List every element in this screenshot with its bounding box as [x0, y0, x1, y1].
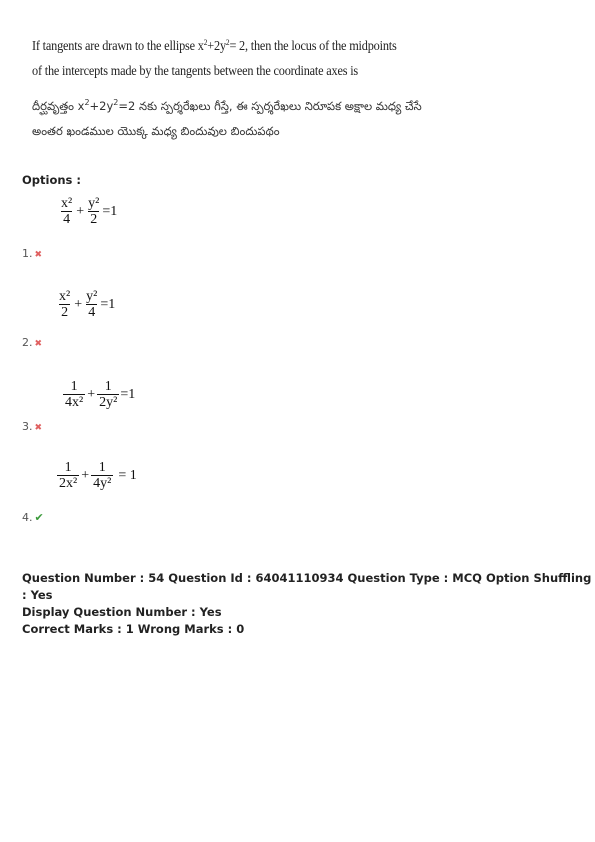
fraction: $\frac{1}{\text{2x²}}$ [59, 460, 78, 491]
option-3-number: 3. ✖ [22, 420, 43, 433]
fraction: $\frac{\text{x²}}{2}$ [59, 289, 71, 320]
cross-icon: ✖ [34, 339, 43, 349]
question-telugu-line2: అంతర ఖండముల యొక్క మధ్య బిందువుల బిందుపథం [32, 124, 280, 138]
fraction: $\frac{\text{y²}}{4}$ [86, 289, 98, 320]
check-icon: ✔ [34, 511, 44, 524]
question-english-line2: of the intercepts made by the tangents between the coordinate axes is [32, 63, 359, 78]
fraction: $\frac{\text{x²}}{4}$ [61, 196, 73, 227]
option-1-number: 1. ✖ [22, 247, 43, 260]
option-3-equation: $\frac{1}{\text{4x²}}$ + $\frac{1}{\text{2y²}}$ =1 [65, 379, 136, 410]
option-1-equation: $\frac{\text{x²}}{4}$ + $\frac{\text{y²}}{2}$ =1 [61, 196, 118, 227]
option-4-equation: $\frac{1}{\text{2x²}}$ + $\frac{1}{\text{4y²}}$ = 1 [59, 460, 137, 491]
question-english [32, 33, 516, 83]
option-2-number: 2. ✖ [22, 336, 43, 349]
cross-icon: ✖ [34, 250, 43, 260]
option-4-number: 4. ✔ [22, 511, 44, 524]
question-meta [22, 570, 595, 638]
fraction: $\frac{1}{\text{4y²}}$ [93, 460, 112, 491]
cross-icon: ✖ [34, 423, 43, 433]
options-label: Options : [22, 173, 81, 187]
meta-line-1: Question Number : 54 Question Id : 64041110934 Question Type : MCQ Option Shuffling : Yes [22, 571, 592, 602]
question-english-line1: If tangents are drawn to the ellipse $x^2+2y^2= 2$, then the locus of the midpoints [32, 38, 397, 53]
fraction: $\frac{1}{\text{2y²}}$ [99, 379, 118, 410]
fraction: $\frac{1}{\text{4x²}}$ [65, 379, 84, 410]
meta-line-3: Correct Marks : 1 Wrong Marks : 0 [22, 622, 245, 636]
meta-line-2: Display Question Number : Yes [22, 605, 222, 619]
option-2-equation: $\frac{\text{x²}}{2}$ + $\frac{\text{y²}}{4}$ =1 [59, 289, 116, 320]
fraction: $\frac{\text{y²}}{2}$ [88, 196, 100, 227]
question-telugu [32, 94, 552, 144]
question-telugu-line1: దీర్ఘవృత్తం $x^2+2y^2=2$ నకు స్పర్శరేఖలు గీస్తే, ఈ స్పర్శరేఖలు నిరూపక అక్షాల మధ్య చేసే [32, 98, 422, 113]
